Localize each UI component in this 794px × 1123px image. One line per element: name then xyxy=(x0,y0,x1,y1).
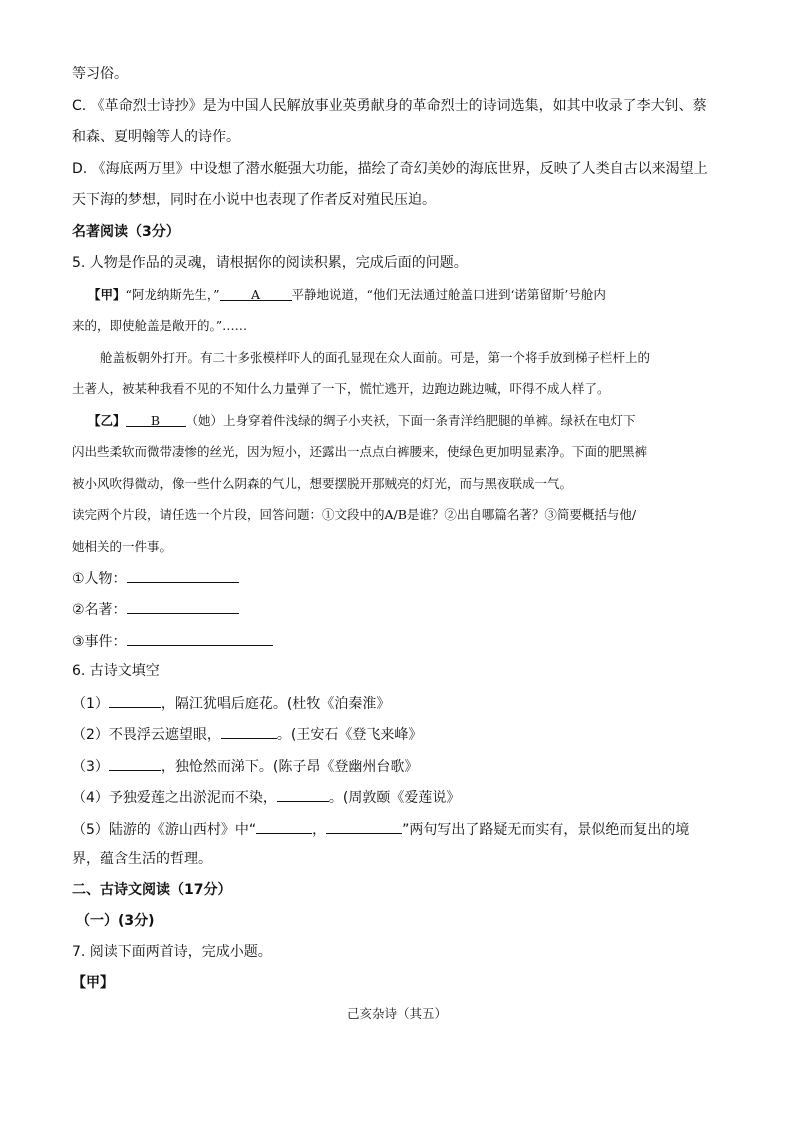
answer-event-field[interactable] xyxy=(127,630,273,646)
poem-title: 己亥杂诗（其五） xyxy=(346,1006,447,1021)
fill-item-5-cont: 界，蕴含生活的哲理。 xyxy=(72,851,212,867)
poem-tag-jia: 【甲】 xyxy=(72,975,114,991)
instruction-line-2: 她相关的一件事。 xyxy=(72,539,173,554)
fill-item-4: （4）予独爱莲之出淤泥而不染， 。(周敦颐《爱莲说》 xyxy=(72,786,460,808)
option-d-line-1: D. 《海底两万里》中设想了潜水艇强大功能，描绘了奇幻美妙的海底世界，反映了人类自古以来渴望上 xyxy=(72,161,708,177)
option-d-line-2: 天下海的梦想，同时在小说中也表现了作者反对殖民压迫。 xyxy=(72,192,436,208)
excerpt-jia-line-1: 【甲】“阿龙纳斯先生，” A 平静地说道，“他们无法通过舱盖口进到‘诺第留斯’号舱内 xyxy=(88,287,606,302)
excerpt-yi-line-3: 被小风吹得微动，像一些什么阴森的气儿，想要摆脱开那贼亮的灯光，而与黑夜联成一气。 xyxy=(72,476,573,491)
fill-blank-4[interactable] xyxy=(277,786,329,802)
fill-blank-1[interactable] xyxy=(109,692,161,708)
blank-b: B xyxy=(126,411,186,427)
answer-person: ①人物： xyxy=(72,567,239,589)
excerpt-yi-tag: 【乙】 xyxy=(88,413,126,428)
fill-item-1: （1） ，隔江犹唱后庭花。(杜牧《泊秦淮》 xyxy=(72,692,390,714)
subsection-heading: （一）(3分) xyxy=(76,913,155,929)
excerpt-yi-line-2: 闪出些柔软而微带凄惨的丝光，因为短小，还露出一点点白裤腰来，使绿色更加明显素净。下面的肥黑裤 xyxy=(72,444,648,459)
section-heading-mingzhu: 名著阅读（3分） xyxy=(72,224,180,240)
excerpt-jia-line-3: 舱盖板朝外打开。有二十多张模样吓人的面孔显现在众人面前。可是，第一个将手放到梯子栏杆上的 xyxy=(100,350,651,365)
question-7: 7. 阅读下面两首诗，完成小题。 xyxy=(72,944,272,960)
instruction-line-1: 读完两个片段，请任选一个片段，回答问题：①文段中的A/B是谁？②出自哪篇名著？③简要概括与他/ xyxy=(72,507,637,522)
text-line: 等习俗。 xyxy=(72,66,128,82)
answer-book-field[interactable] xyxy=(127,598,239,614)
question-5: 5. 人物是作品的灵魂，请根据你的阅读积累，完成后面的问题。 xyxy=(72,255,468,271)
excerpt-jia-tag: 【甲】 xyxy=(88,287,126,302)
question-6: 6. 古诗文填空 xyxy=(72,663,160,679)
excerpt-jia-line-4: 土著人，被某种我看不见的不知什么力量弹了一下，慌忙逃开，边跑边跳边喊，吓得不成人样了。 xyxy=(72,381,610,396)
option-c-line-2: 和森、夏明翰等人的诗作。 xyxy=(72,129,240,145)
answer-person-field[interactable] xyxy=(127,567,239,583)
excerpt-jia-line-2: 来的，即使舱盖是敞开的。”…… xyxy=(72,318,248,333)
excerpt-yi-line-1: 【乙】 B （她）上身穿着件浅绿的绸子小夹袄，下面一条青洋绉肥腿的单裤。绿袄在电灯下 xyxy=(88,413,636,428)
fill-blank-5a[interactable] xyxy=(256,818,312,834)
section-heading-2: 二、古诗文阅读（17分） xyxy=(72,882,232,898)
answer-event: ③事件： xyxy=(72,630,273,652)
blank-a: A xyxy=(220,285,292,301)
fill-blank-2[interactable] xyxy=(221,723,277,739)
fill-blank-3[interactable] xyxy=(109,755,161,771)
fill-item-2: （2）不畏浮云遮望眼， 。(王安石《登飞来峰》 xyxy=(72,723,422,745)
fill-item-5: （5）陆游的《游山西村》中“ ， ”两句写出了路疑无而实有，景似绝而复出的境 xyxy=(72,818,689,840)
fill-blank-5b[interactable] xyxy=(326,818,402,834)
fill-item-3: （3） ，独怆然而涕下。(陈子昂《登幽州台歌》 xyxy=(72,755,418,777)
answer-book: ②名著： xyxy=(72,598,239,620)
option-c-line-1: C. 《革命烈士诗抄》是为中国人民解放事业英勇献身的革命烈士的诗词选集，如其中收录了李大钊、蔡 xyxy=(72,98,707,114)
